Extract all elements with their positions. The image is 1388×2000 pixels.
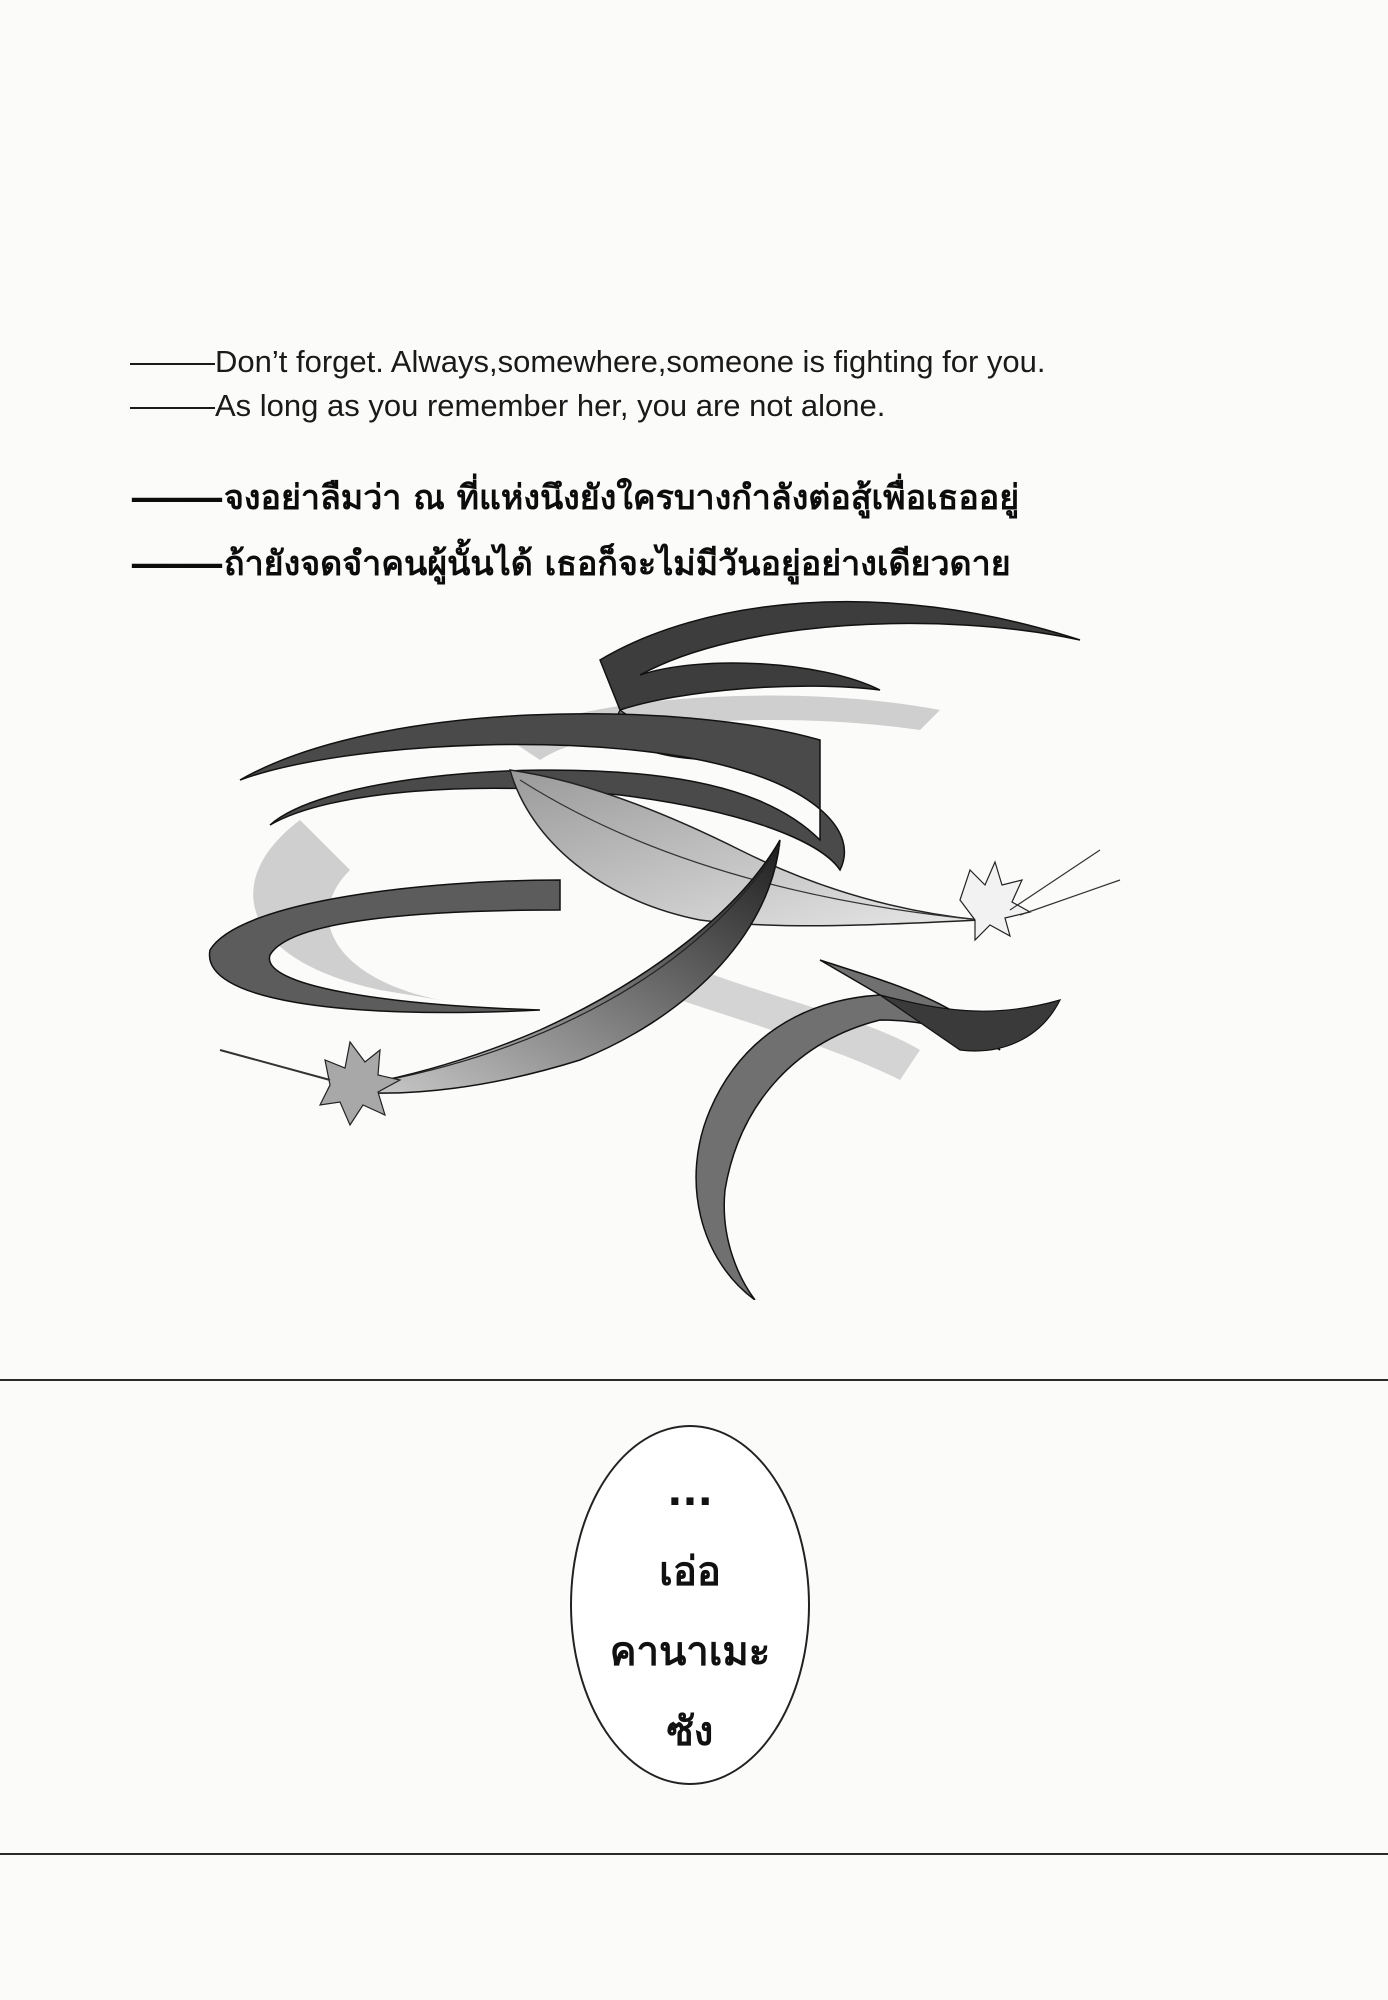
speech-bubble: [570, 1425, 810, 1785]
thai-caption: [130, 465, 1370, 597]
ribbon-top: [600, 602, 1080, 710]
em-dash: ———: [130, 544, 220, 584]
thai-text-1: จงอย่าลืมว่า ณ ที่แห่งนึงยังใครบางกำลังต่อสู้เพื่อเธออยู่: [224, 478, 1020, 518]
english-caption-line-1: [130, 340, 1330, 384]
ribbon-feather-illustration: [180, 580, 1170, 1300]
speech-line-1: ...: [667, 1469, 713, 1515]
feather-tip-right: [1010, 850, 1120, 915]
em-dash: ———: [130, 388, 211, 423]
thai-caption-line-1: [130, 465, 1370, 531]
speech-line-2: เอ่อ: [659, 1549, 721, 1595]
english-text-2: As long as you remember her, you are not alone.: [215, 388, 886, 423]
thai-text-2: ถ้ายังจดจำคนผู้นั้นได้ เธอก็จะไม่มีวันอยู่อย่างเดียวดาย: [224, 544, 1011, 584]
maple-leaf-right: [960, 862, 1030, 940]
english-caption: [130, 340, 1330, 428]
ribbon-right-tail: [880, 995, 1060, 1051]
speech-line-4: ซัง: [666, 1709, 714, 1755]
speech-bubble-text: [572, 1452, 808, 1772]
english-text-1: Don’t forget. Always,somewhere,someone is fighting for you.: [215, 344, 1046, 379]
panel-border-top: [0, 1379, 1388, 1381]
english-caption-line-2: [130, 384, 1330, 428]
em-dash: ———: [130, 478, 220, 518]
maple-leaf-left: [320, 1042, 400, 1125]
feather-tip-left: [220, 1050, 330, 1080]
em-dash: ———: [130, 344, 211, 379]
speech-line-3: คานาเมะ: [609, 1629, 771, 1675]
panel-border-bottom: [0, 1853, 1388, 1855]
